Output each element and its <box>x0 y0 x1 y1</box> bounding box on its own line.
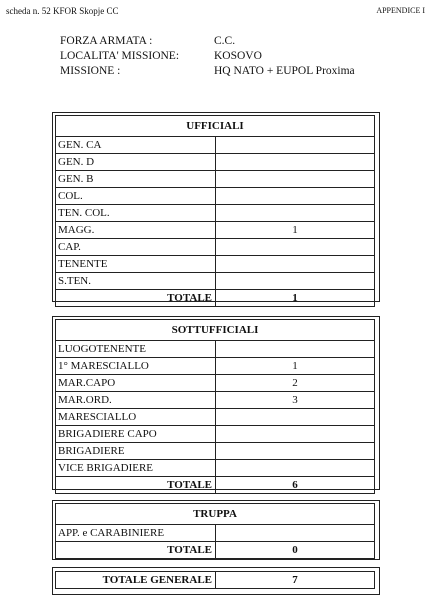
document-reference: scheda n. 52 KFOR Skopje CC <box>6 6 119 16</box>
rank-count <box>216 137 375 154</box>
table-row <box>56 460 375 477</box>
table-row <box>56 239 375 256</box>
rank-label: 1° MARESCIALLO <box>56 358 216 375</box>
appendix-label: APPENDICE I <box>376 6 425 15</box>
sottufficiali-table <box>55 319 375 494</box>
totale-value: 1 <box>216 290 375 307</box>
missione-label: MISSIONE : <box>60 65 121 77</box>
table-row <box>56 154 375 171</box>
rank-count <box>216 154 375 171</box>
table-row <box>56 525 375 542</box>
rank-count <box>216 409 375 426</box>
rank-label: GEN. CA <box>56 137 216 154</box>
totale-row <box>56 477 375 494</box>
mission-info <box>60 34 355 79</box>
rank-count <box>216 239 375 256</box>
totale-row <box>56 542 375 559</box>
rank-label: APP. e CARABINIERE <box>56 525 216 542</box>
info-row-localita <box>60 49 355 64</box>
totale-generale-row <box>56 572 375 589</box>
rank-count <box>216 171 375 188</box>
totale-generale-table <box>55 571 375 589</box>
rank-label: LUOGOTENENTE <box>56 341 216 358</box>
totale-value: 0 <box>216 542 375 559</box>
totale-label: TOTALE <box>56 477 216 494</box>
ufficiali-table <box>55 115 375 307</box>
rank-count: 2 <box>216 375 375 392</box>
sottufficiali-title: SOTTUFFICIALI <box>56 320 375 341</box>
totale-generale-label: TOTALE GENERALE <box>56 572 216 589</box>
table-row <box>56 205 375 222</box>
rank-label: S.TEN. <box>56 273 216 290</box>
rank-count <box>216 205 375 222</box>
rank-count <box>216 256 375 273</box>
rank-count <box>216 273 375 290</box>
info-row-forza <box>60 34 355 49</box>
rank-label: TENENTE <box>56 256 216 273</box>
rank-label: GEN. B <box>56 171 216 188</box>
rank-label: MARESCIALLO <box>56 409 216 426</box>
rank-label: VICE BRIGADIERE <box>56 460 216 477</box>
rank-count <box>216 188 375 205</box>
ufficiali-title: UFFICIALI <box>56 116 375 137</box>
rank-count <box>216 426 375 443</box>
table-row <box>56 409 375 426</box>
table-row <box>56 171 375 188</box>
totale-label: TOTALE <box>56 542 216 559</box>
rank-label: CAP. <box>56 239 216 256</box>
rank-count <box>216 341 375 358</box>
rank-count: 1 <box>216 358 375 375</box>
rank-label: BRIGADIERE <box>56 443 216 460</box>
missione-value: HQ NATO + EUPOL Proxima <box>214 65 355 77</box>
rank-label: GEN. D <box>56 154 216 171</box>
table-row <box>56 375 375 392</box>
rank-count <box>216 460 375 477</box>
truppa-table <box>55 503 375 559</box>
totale-generale-value: 7 <box>216 572 375 589</box>
rank-count <box>216 525 375 542</box>
table-row <box>56 426 375 443</box>
localita-value: KOSOVO <box>214 50 262 62</box>
forza-label: FORZA ARMATA : <box>60 35 153 47</box>
table-row <box>56 222 375 239</box>
table-row <box>56 137 375 154</box>
rank-label: TEN. COL. <box>56 205 216 222</box>
totale-row <box>56 290 375 307</box>
info-row-missione <box>60 64 355 79</box>
rank-label: MAGG. <box>56 222 216 239</box>
truppa-title: TRUPPA <box>56 504 375 525</box>
table-row <box>56 443 375 460</box>
totale-label: TOTALE <box>56 290 216 307</box>
rank-count: 3 <box>216 392 375 409</box>
table-row <box>56 256 375 273</box>
rank-label: BRIGADIERE CAPO <box>56 426 216 443</box>
table-row <box>56 188 375 205</box>
rank-count <box>216 443 375 460</box>
forza-value: C.C. <box>214 35 236 47</box>
rank-label: MAR.CAPO <box>56 375 216 392</box>
table-row <box>56 341 375 358</box>
table-row <box>56 392 375 409</box>
rank-count: 1 <box>216 222 375 239</box>
table-row <box>56 358 375 375</box>
localita-label: LOCALITA' MISSIONE: <box>60 50 180 62</box>
rank-label: MAR.ORD. <box>56 392 216 409</box>
rank-label: COL. <box>56 188 216 205</box>
table-row <box>56 273 375 290</box>
totale-value: 6 <box>216 477 375 494</box>
